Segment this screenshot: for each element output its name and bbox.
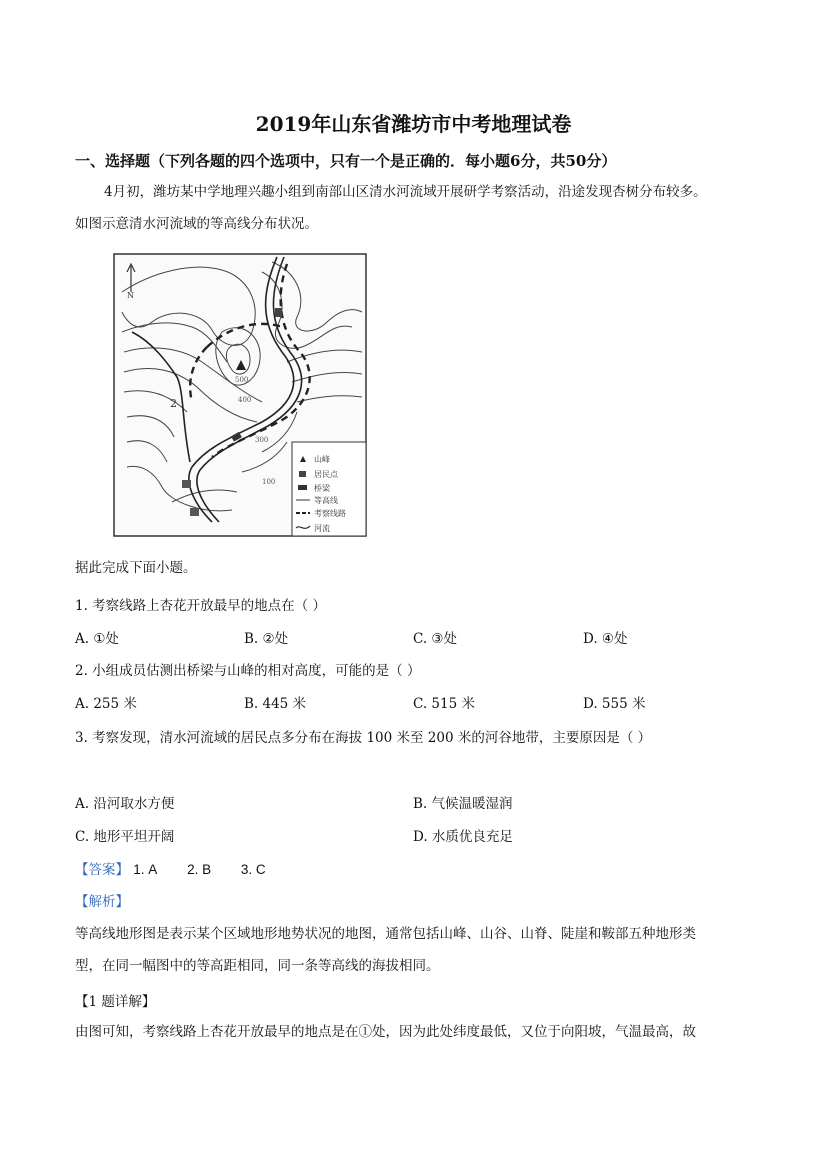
answer-value-1: 1. A (133, 862, 158, 877)
answer-tag: 【答案】 (75, 862, 129, 878)
question-3-option-a[interactable]: A. 沿河取水方便 (75, 796, 175, 812)
answer-value-2: 2. B (187, 862, 212, 877)
map-legend (292, 442, 366, 536)
question-3-stem: 3. 考察发现，清水河流域的居民点多分布在海拔 100 米至 200 米的河谷地带，主要原因是（ ） (75, 730, 652, 746)
question-1-option-b[interactable]: B. ②处 (244, 631, 289, 647)
question-2-option-d[interactable]: D. 555 米 (583, 696, 646, 712)
after-map-text: 据此完成下面小题。 (75, 560, 197, 576)
question-2-option-c[interactable]: C. 515 米 (413, 696, 475, 712)
map-north-label: N (127, 291, 134, 300)
answer-value-3: 3. C (240, 862, 266, 877)
map-label-elev-b: 400 (238, 396, 252, 404)
village-icon-3 (190, 508, 199, 516)
question-2-option-a[interactable]: A. 255 米 (75, 696, 137, 712)
detail-1-tag: 【1 题详解】 (75, 994, 156, 1010)
village-icon-2 (182, 480, 191, 488)
analysis-line-1: 等高线地形图是表示某个区域地形地势状况的地图，通常包括山峰、山谷、山脊、陡崖和鞍部五种地形类 (75, 926, 696, 942)
legend-label-2: 桥梁 (314, 484, 330, 493)
legend-label-5: 河流 (314, 524, 330, 533)
question-2-stem: 2. 小组成员估测出桥梁与山峰的相对高度，可能的是（ ） (75, 663, 421, 679)
legend-label-1: 居民点 (314, 470, 338, 479)
question-3-option-d[interactable]: D. 水质优良充足 (413, 829, 513, 845)
question-3-option-c[interactable]: C. 地形平坦开阔 (75, 829, 175, 845)
analysis-tag: 【解析】 (75, 894, 129, 910)
page-title: 2019年山东省潍坊市中考地理试卷 (255, 112, 572, 136)
contour-map (112, 252, 368, 538)
map-label-elev-a: 500 (235, 376, 249, 384)
analysis-line-2: 型，在同一幅图中的等高距相同，同一条等高线的海拔相同。 (75, 958, 440, 974)
question-3-option-b[interactable]: B. 气候温暖湿润 (413, 796, 513, 812)
village-icon (275, 308, 282, 317)
question-1-option-c[interactable]: C. ③处 (413, 631, 458, 647)
legend-label-4: 考察线路 (314, 509, 346, 518)
intro-line-2: 如图示意清水河流域的等高线分布状况。 (75, 216, 318, 232)
detail-1-text: 由图可知，考察线路上杏花开放最早的地点是在①处，因为此处纬度最低，又位于向阳坡，气温最高，故 (75, 1024, 696, 1040)
map-label-elev-c: 300 (255, 436, 269, 444)
map-label-place-2: 2 (170, 397, 177, 410)
legend-village-icon (299, 471, 306, 477)
intro-line-1: 4月初，潍坊某中学地理兴趣小组到南部山区清水河流域开展研学考察活动，沿途发现杏树分布较多。 (104, 184, 707, 200)
map-label-elev-d: 100 (262, 478, 276, 486)
answer-block (75, 858, 292, 878)
legend-label-3: 等高线 (314, 496, 338, 505)
question-1-stem: 1. 考察线路上杏花开放最早的地点在（ ） (75, 598, 326, 614)
question-1-option-a[interactable]: A. ①处 (75, 631, 119, 647)
question-2-option-b[interactable]: B. 445 米 (244, 696, 307, 712)
legend-bridge-icon (298, 485, 307, 490)
legend-label-0: 山峰 (314, 455, 330, 464)
question-1-option-d[interactable]: D. ④处 (583, 631, 628, 647)
section-heading: 一、选择题（下列各题的四个选项中，只有一个是正确的．每小题6分，共50分） (75, 152, 617, 170)
